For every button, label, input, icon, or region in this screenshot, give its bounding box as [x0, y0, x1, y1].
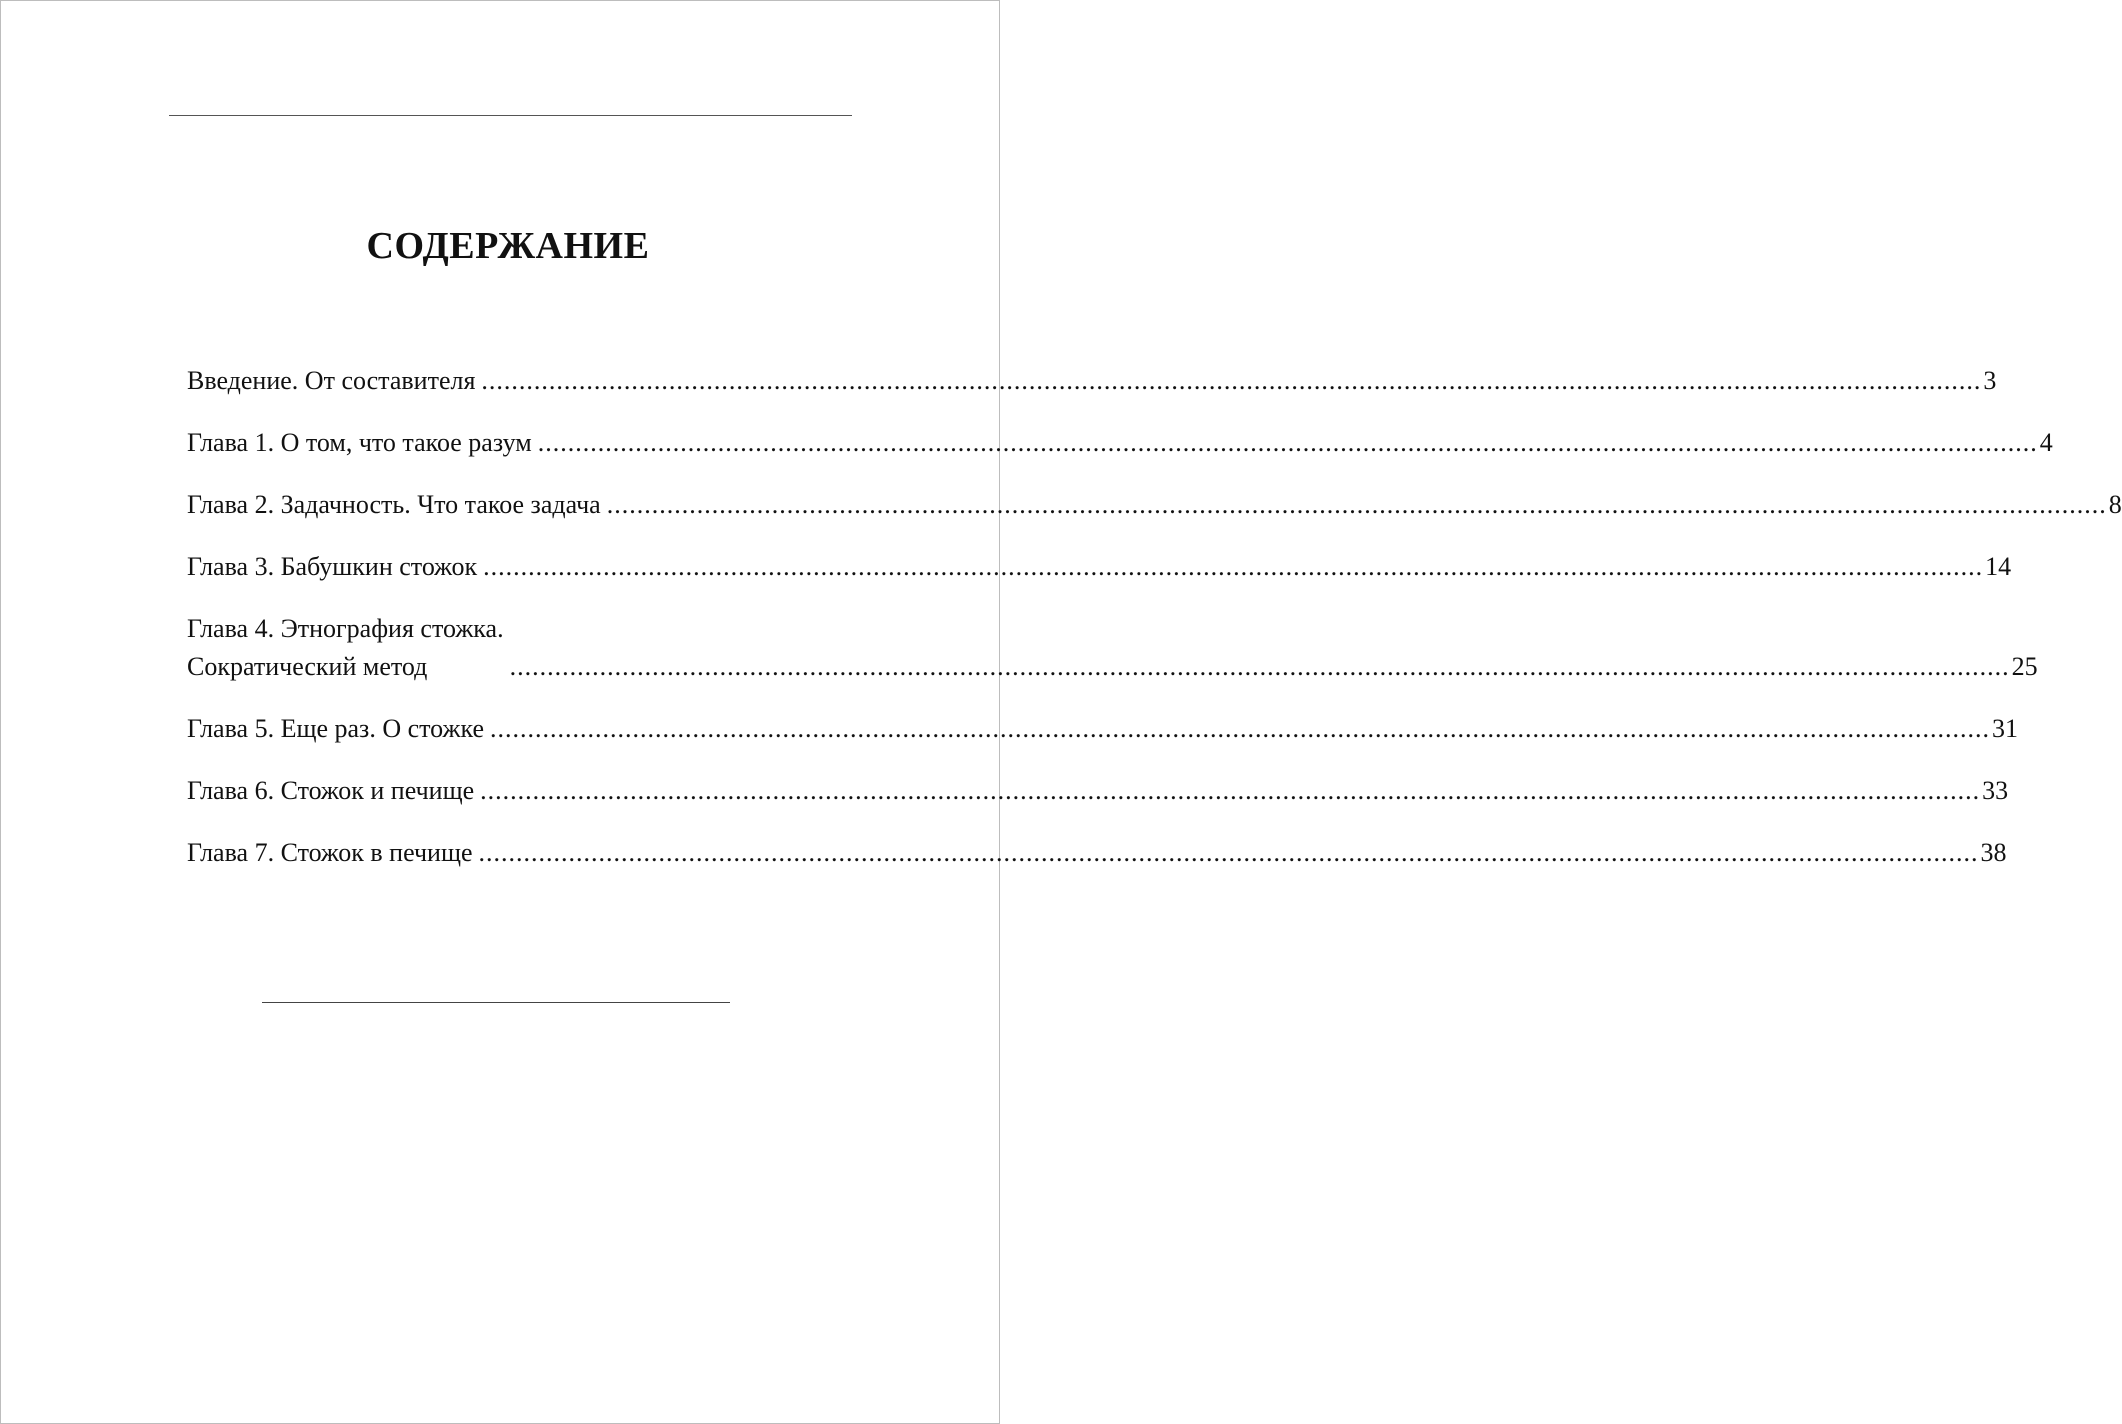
toc-entry-title-line2: Сократический метод — [187, 652, 428, 681]
page-title: СОДЕРЖАНИЕ — [366, 225, 650, 267]
toc-entry — [187, 486, 2122, 524]
toc-entry-title: Глава 3. Бабушкин стожок — [187, 552, 478, 581]
toc-entry-title — [187, 610, 504, 686]
toc-page-number: 8 — [2108, 490, 2122, 519]
toc-entry — [187, 362, 1997, 400]
toc-entry-title: Введение. От составителя — [187, 366, 476, 395]
bottom-rule — [262, 1002, 730, 1003]
toc-page-number: 33 — [1982, 776, 2009, 805]
toc-entry-title: Глава 1. О том, что такое разум — [187, 428, 532, 457]
toc-page-number: 25 — [2011, 652, 2038, 681]
toc-entry-title: Глава 5. Еще раз. О стожке — [187, 714, 484, 743]
toc-dot-leader: ........................................................................................................................................................................................................ — [483, 552, 1984, 581]
toc-page-number: 3 — [1983, 366, 1997, 395]
toc-dot-leader: ........................................................................................................................................................................................................ — [509, 652, 2010, 681]
toc-page-number: 4 — [2039, 428, 2053, 457]
toc-entry — [187, 834, 2007, 872]
toc-entry-title: Глава 2. Задачность. Что такое задача — [187, 490, 601, 519]
toc-dot-leader: ........................................................................................................................................................................................................ — [481, 366, 1982, 395]
toc-entry-title: Глава 7. Стожок в печище — [187, 838, 473, 867]
toc-entry-title: Глава 6. Стожок и печище — [187, 776, 475, 805]
toc-entry — [187, 710, 2018, 748]
table-of-contents — [187, 362, 2122, 896]
toc-entry — [187, 610, 2038, 686]
toc-entry — [187, 424, 2053, 462]
toc-dot-leader: ........................................................................................................................................................................................................ — [606, 490, 2107, 519]
toc-dot-leader: ........................................................................................................................................................................................................ — [537, 428, 2038, 457]
toc-page-number: 31 — [1992, 714, 2018, 743]
toc-entry-title-line1: Глава 4. Этнография стожка. — [187, 614, 504, 643]
toc-dot-leader: ........................................................................................................................................................................................................ — [478, 838, 1979, 867]
toc-dot-leader: ........................................................................................................................................................................................................ — [480, 776, 1981, 805]
toc-entry — [187, 772, 2009, 810]
top-rule — [169, 115, 852, 116]
toc-page-number: 14 — [1985, 552, 2012, 581]
toc-entry — [187, 548, 2012, 586]
toc-dot-leader: ........................................................................................................................................................................................................ — [490, 714, 1990, 743]
toc-page-number: 38 — [1980, 838, 2007, 867]
